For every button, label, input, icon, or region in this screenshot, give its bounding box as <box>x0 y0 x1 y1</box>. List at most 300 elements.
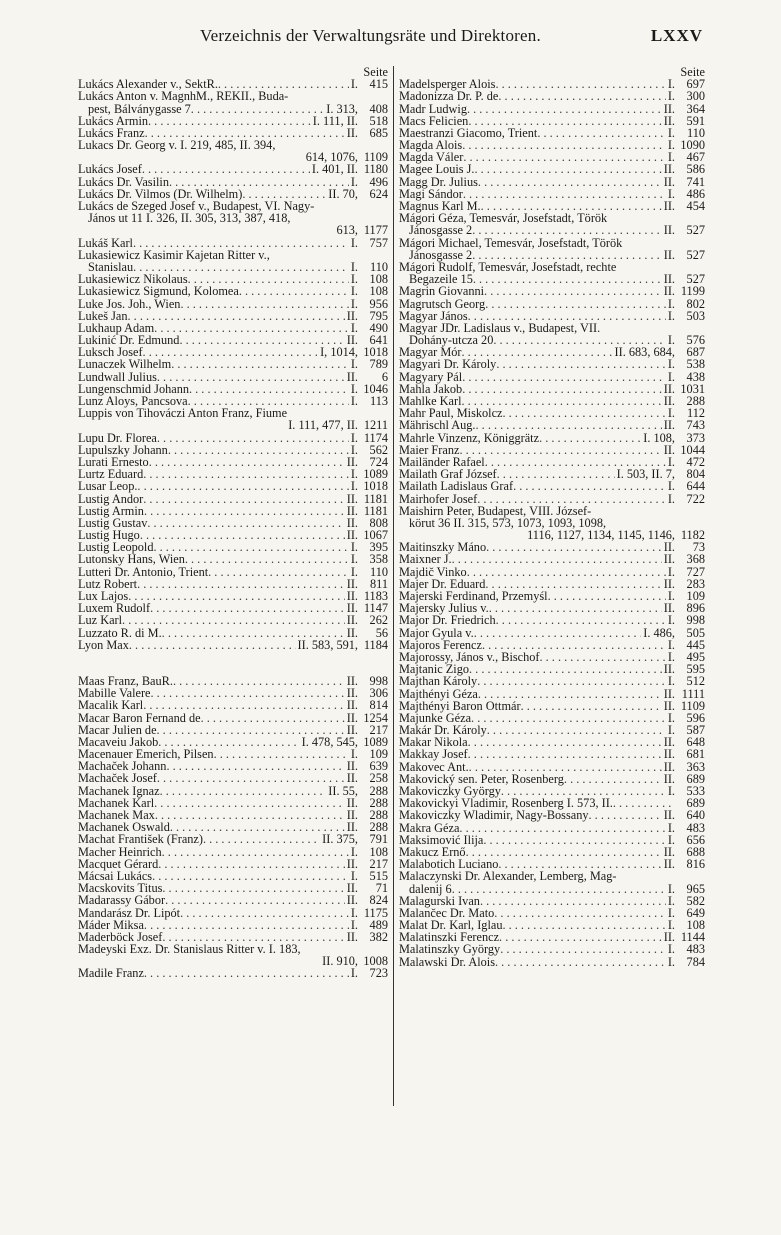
index-entry <box>399 237 705 261</box>
page-ref: 1183 <box>363 589 388 604</box>
page-ref: 363 <box>686 759 705 774</box>
entry-line <box>399 614 705 626</box>
entry-name: Macaveiu Jakob <box>78 734 159 749</box>
entry-name: Malančec Dr. Mato <box>399 905 495 920</box>
page-ref: 656 <box>686 832 705 847</box>
leader-dots <box>144 967 349 979</box>
page-ref: 1089 <box>363 467 388 482</box>
entry-name: Lustig Gustav <box>78 515 148 530</box>
volume-ref: I. <box>350 540 358 555</box>
volume-ref: I. <box>350 868 358 883</box>
volume-ref: 614, 1076, <box>305 150 358 165</box>
page-ref: 784 <box>686 954 705 969</box>
page-header <box>0 26 781 48</box>
seite-label: Seite <box>680 65 705 79</box>
volume-ref: I. <box>667 674 675 689</box>
volume-ref: I. <box>667 479 675 494</box>
leader-dots <box>171 358 349 370</box>
entry-name: Macar Baron Fernand de <box>78 710 201 725</box>
volume-ref: II. <box>663 174 675 189</box>
entry-cont-text: Jánosgasse 2 <box>409 247 473 262</box>
index-entry <box>78 639 388 651</box>
index-entry <box>78 602 388 614</box>
entry-name: Mágori Géza, Temesvár, Josefstadt, Török <box>399 211 608 226</box>
leader-dots <box>486 541 662 553</box>
entry-name: Magrin Giovanni <box>399 284 485 299</box>
page-ref: 527 <box>686 272 705 287</box>
index-entry <box>78 90 388 114</box>
entry-name: Macher Heinrich <box>78 844 162 859</box>
entry-name: Mährischl Aug. <box>399 418 476 433</box>
volume-ref: II. <box>346 759 358 774</box>
volume-ref: II. <box>346 333 358 348</box>
entry-name: Mailath Graf József <box>399 467 497 482</box>
page-ref: 1044 <box>680 442 705 457</box>
entry-name: Majunke Géza <box>399 710 472 725</box>
entry-name: Mabille Valere <box>78 686 151 701</box>
entry-name: Luksch Josef <box>78 345 143 360</box>
page-ref: 538 <box>686 357 705 372</box>
entry-name: Madonizza Dr. P. de <box>399 89 499 104</box>
leader-dots <box>173 675 345 687</box>
leader-dots <box>157 772 345 784</box>
leader-dots <box>166 760 344 772</box>
volume-ref: I. <box>667 820 675 835</box>
entry-line <box>78 493 388 505</box>
volume-ref: I. <box>667 649 675 664</box>
entry-line <box>78 907 388 919</box>
volume-ref: I. <box>667 406 675 421</box>
index-entry <box>78 968 388 980</box>
volume-ref: II. <box>346 454 358 469</box>
entry-line <box>399 675 705 687</box>
index-entry <box>399 261 705 285</box>
leader-dots <box>537 127 666 139</box>
volume-ref: II. <box>663 930 675 945</box>
entry-name: Máder Miksa <box>78 917 144 932</box>
entry-line <box>78 285 388 297</box>
leader-dots <box>484 285 662 297</box>
leader-dots <box>154 322 349 334</box>
leader-dots <box>143 493 344 505</box>
entry-name: Machanek Ignaz <box>78 783 160 798</box>
entry-name: Maderböck Josef <box>78 929 163 944</box>
leader-dots <box>128 590 345 602</box>
entry-continuation <box>399 883 705 895</box>
entry-line <box>78 298 388 310</box>
entry-name: Majoros Ferencz <box>399 637 482 652</box>
index-entry <box>78 298 388 310</box>
volume-ref: II. <box>346 856 358 871</box>
leader-dots <box>144 505 345 517</box>
index-entry <box>78 699 388 711</box>
volume-ref: II. <box>346 929 358 944</box>
leader-dots <box>129 639 296 651</box>
volume-ref: I. <box>350 320 358 335</box>
page-ref: 587 <box>686 723 705 738</box>
entry-name: Mahlke Karl <box>399 394 462 409</box>
leader-dots <box>462 139 666 151</box>
entry-name: Macenauer Emerich, Pilsen <box>78 747 214 762</box>
entry-name: Magee Louis J. <box>399 162 475 177</box>
volume-ref: I. <box>667 954 675 969</box>
volume-ref: II. <box>663 381 675 396</box>
page-ref: 688 <box>686 844 705 859</box>
volume-ref: I. <box>667 710 675 725</box>
entry-line <box>78 554 388 566</box>
entry-name: Major Gyula v. <box>399 625 474 640</box>
index-entry <box>399 554 705 566</box>
page-ref: 288 <box>369 795 388 810</box>
page-title: Verzeichnis der Verwaltungsräte und Direktoren. <box>200 26 541 45</box>
volume-ref: I. <box>667 186 675 201</box>
leader-dots <box>452 883 666 895</box>
page-ref: 896 <box>686 601 705 616</box>
entry-continuation: János ut 11 I. 326, II. 305, 313, 387, 418, <box>88 211 291 226</box>
entry-name: Lukasiewicz Kasimir Kajetan Ritter v., <box>78 247 270 262</box>
section-gap <box>78 651 388 675</box>
entry-cont-text: Jánosgasse 2 <box>409 223 473 238</box>
volume-ref: II. <box>663 601 675 616</box>
entry-line <box>399 432 705 444</box>
volume-ref: I. <box>350 747 358 762</box>
volume-ref: II. <box>663 844 675 859</box>
leader-dots <box>473 273 662 285</box>
entry-name: Magyar JDr. Ladislaus v., Budapest, VII. <box>399 320 601 335</box>
page-ref: 1031 <box>680 381 705 396</box>
leader-dots <box>499 931 662 943</box>
page-ref: 562 <box>369 442 388 457</box>
entry-name: Machanek Oswald <box>78 820 170 835</box>
volume-ref: II. <box>663 698 675 713</box>
index-entry <box>399 285 705 297</box>
page-ref: 262 <box>369 613 388 628</box>
page-ref: 533 <box>686 784 705 799</box>
entry-line <box>399 749 705 761</box>
entry-name: Madarassy Gábor <box>78 893 166 908</box>
entry-name: Lyon Max <box>78 637 129 652</box>
page-number: LXXV <box>650 26 703 45</box>
volume-ref: I. 401, II. <box>311 162 358 177</box>
page-ref: 624 <box>369 186 388 201</box>
page-ref: 108 <box>369 284 388 299</box>
leader-dots <box>165 894 345 906</box>
entry-continuation <box>78 419 388 431</box>
page-ref: 518 <box>369 113 388 128</box>
entry-continuation <box>78 103 388 115</box>
index-entry <box>399 822 705 834</box>
entry-name: Lunaczek Wilhelm <box>78 357 172 372</box>
entry-name: Makucz Ernő <box>399 844 466 859</box>
leader-dots <box>189 383 349 395</box>
entry-name: Lukeš Jan <box>78 308 128 323</box>
page-ref: 288 <box>369 820 388 835</box>
leader-dots <box>162 627 345 639</box>
leader-dots <box>203 833 320 845</box>
page-ref: 217 <box>369 722 388 737</box>
entry-name: Majthan Károly <box>399 674 478 689</box>
volume-ref: I. <box>350 442 358 457</box>
entry-name: Lutteri Dr. Antonio, Trient <box>78 564 209 579</box>
leader-dots <box>468 736 662 748</box>
entry-name: Magi Sándor <box>399 186 463 201</box>
entry-name: Lukács Anton v. MagnhM., REKII., Buda- <box>78 89 289 104</box>
volume-ref: I. <box>667 454 675 469</box>
entry-name: Madeyski Exz. Dr. Stanislaus Ritter v. I. 183, <box>78 942 301 957</box>
entry-cont-text: pest, Bálványgasse 7 <box>88 101 191 116</box>
entry-name: Machaček Johann <box>78 759 167 774</box>
leader-dots <box>539 432 641 444</box>
leader-dots <box>239 285 349 297</box>
entry-name: Maas Franz, BauR. <box>78 673 173 688</box>
entry-name: Majorossy, János v., Bischof <box>399 649 540 664</box>
entry-name: Mágori Rudolf, Temesvár, Josefstadt, rechte <box>399 260 617 274</box>
leader-dots <box>122 614 345 626</box>
index-entry <box>78 139 388 163</box>
volume-ref: II. 910, <box>322 954 358 969</box>
right-column <box>399 66 705 968</box>
page-ref: 505 <box>686 625 705 640</box>
entry-name: Maksimović Ilija <box>399 832 484 847</box>
leader-dots <box>521 700 662 712</box>
index-entry <box>399 505 705 542</box>
index-entry <box>399 944 705 956</box>
volume-ref: I. <box>667 77 675 92</box>
page-ref: 358 <box>369 552 388 567</box>
entry-name: Luz Karl <box>78 613 123 628</box>
volume-ref: I. <box>350 430 358 445</box>
entry-name: Malagurski Ivan <box>399 893 480 908</box>
volume-ref: II. <box>346 308 358 323</box>
page-ref: 648 <box>686 735 705 750</box>
volume-ref: II. <box>663 540 675 555</box>
page-ref: 741 <box>686 174 705 189</box>
entry-line <box>78 432 388 444</box>
leader-dots <box>151 687 345 699</box>
page-ref: 1090 <box>680 138 705 153</box>
index-entry <box>78 480 388 492</box>
volume-ref: I. <box>350 905 358 920</box>
volume-ref: I. <box>350 259 358 274</box>
entry-name: Madile Franz <box>78 966 144 981</box>
volume-ref: I. <box>667 723 675 738</box>
entry-name: Maishirn Peter, Budapest, VIII. József- <box>399 503 592 518</box>
leader-dots <box>208 566 349 578</box>
leader-dots <box>143 699 345 711</box>
entry-name: Luxem Rudolf <box>78 601 151 616</box>
page-ref: 1144 <box>680 930 705 945</box>
volume-ref: I. <box>350 552 358 567</box>
page-ref: 1175 <box>363 905 388 920</box>
entry-name: Magda Alois <box>399 138 463 153</box>
entry-name: Majdič Vinko <box>399 564 467 579</box>
leader-dots <box>478 176 662 188</box>
index-entry <box>78 943 388 967</box>
left-column <box>78 66 388 980</box>
entry-name: Lukács Dr. Vasilin <box>78 174 169 189</box>
leader-dots <box>485 298 666 310</box>
leader-dots <box>463 188 666 200</box>
entry-name: Lustig Leopold <box>78 540 154 555</box>
entry-name: Lurati Ernesto <box>78 454 149 469</box>
page-ref: 596 <box>686 710 705 725</box>
entry-line <box>78 712 388 724</box>
page-ref: 804 <box>686 467 705 482</box>
entry-name: Lukinić Dr. Edmund <box>78 333 180 348</box>
entry-name: Lungenschmid Johann <box>78 381 189 396</box>
page-ref: 723 <box>369 966 388 981</box>
volume-ref: II. <box>663 272 675 287</box>
page-ref: 483 <box>686 942 705 957</box>
page-ref: 644 <box>686 479 705 494</box>
page-ref: 591 <box>686 113 705 128</box>
leader-dots <box>500 943 666 955</box>
entry-name: Lutonsky Hans, Wien <box>78 552 185 567</box>
entry-name: Macquet Gérard <box>78 856 159 871</box>
volume-ref: II. <box>346 820 358 835</box>
leader-dots <box>474 627 642 639</box>
page-ref: 527 <box>686 223 705 238</box>
index-entry <box>78 907 388 919</box>
leader-dots <box>474 163 661 175</box>
leader-dots <box>548 590 666 602</box>
entry-name: Malawski Dr. Alois <box>399 954 495 969</box>
volume-ref: II. <box>346 893 358 908</box>
entry-name: Magyary Pál <box>399 369 463 384</box>
entry-name: Macskovits Titus <box>78 881 163 896</box>
volume-ref: I. <box>350 235 358 250</box>
leader-dots <box>180 298 348 310</box>
leader-dots <box>201 712 345 724</box>
entry-line <box>399 90 705 102</box>
page-ref: 108 <box>369 844 388 859</box>
index-entry <box>399 164 705 176</box>
volume-ref: I. <box>667 918 675 933</box>
page-ref: 73 <box>692 540 705 555</box>
entry-name: Maestranzi Giacomo, Trient <box>399 125 538 140</box>
entry-name: Machaček Josef <box>78 771 157 786</box>
index-entry <box>78 614 388 626</box>
page-ref: 382 <box>369 929 388 944</box>
entry-name: Lukács Armin <box>78 113 149 128</box>
volume-ref: I. <box>667 138 675 153</box>
index-entry <box>399 432 705 444</box>
page-ref: 685 <box>369 125 388 140</box>
entry-line <box>399 554 705 566</box>
page-ref: 438 <box>686 369 705 384</box>
volume-ref: I. <box>667 905 675 920</box>
entry-line <box>78 773 388 785</box>
index-entry <box>399 212 705 236</box>
entry-name: Lukacs Dr. Georg v. I. 219, 485, II. 394, <box>78 138 276 153</box>
index-entry <box>399 749 705 761</box>
leader-dots <box>140 529 345 541</box>
leader-dots <box>498 90 665 102</box>
volume-ref: I. <box>667 89 675 104</box>
page-ref: 108 <box>686 918 705 933</box>
page-ref: 288 <box>369 783 388 798</box>
page-ref: 495 <box>686 649 705 664</box>
entry-line <box>78 602 388 614</box>
volume-ref: I. <box>350 272 358 287</box>
volume-ref: I. <box>667 613 675 628</box>
page-ref: 1147 <box>363 601 388 616</box>
volume-ref: I. <box>667 784 675 799</box>
volume-ref: I. <box>350 467 358 482</box>
volume-ref: II. <box>663 808 675 823</box>
page-ref: 1184 <box>363 637 388 652</box>
leader-dots <box>469 663 662 675</box>
leader-dots <box>589 809 662 821</box>
index-entry <box>78 164 388 176</box>
entry-name: Lustig Hugo <box>78 528 140 543</box>
volume-ref: I. <box>667 564 675 579</box>
volume-ref: II. <box>346 673 358 688</box>
page-ref: 1181 <box>363 491 388 506</box>
entry-line <box>78 833 388 845</box>
entry-name: Mahr Paul, Miskolcz <box>399 406 503 421</box>
index-entry <box>399 322 705 346</box>
leader-dots <box>503 407 666 419</box>
volume-ref: I. <box>667 308 675 323</box>
index-entry <box>399 956 705 968</box>
entry-cont-text: dalenij 6 <box>409 881 452 896</box>
page-ref: 789 <box>369 357 388 372</box>
entry-name: Lukács de Szeged Josef v., Budapest, VI. Nagy- <box>78 199 315 214</box>
entry-name: Macs Felicien <box>399 113 469 128</box>
entry-name: Maitinszky Máno <box>399 540 487 555</box>
entry-line <box>399 298 705 310</box>
volume-ref: II. <box>663 662 675 677</box>
page-ref: 373 <box>686 430 705 445</box>
entry-line <box>78 359 388 371</box>
leader-dots <box>477 675 666 687</box>
page-ref: 1046 <box>363 381 388 396</box>
volume-ref: I. <box>350 77 358 92</box>
entry-name: Macalik Karl <box>78 698 144 713</box>
page-ref: 687 <box>686 345 705 360</box>
page-ref: 1174 <box>363 430 388 445</box>
page-ref: 1067 <box>363 528 388 543</box>
page-ref: 415 <box>369 77 388 92</box>
volume-ref: II. <box>346 698 358 713</box>
volume-ref: I. <box>350 966 358 981</box>
entry-line <box>399 419 705 431</box>
volume-ref: II. <box>346 528 358 543</box>
leader-dots <box>463 151 666 163</box>
leader-dots <box>462 383 662 395</box>
index-entry <box>399 480 705 492</box>
volume-ref: II. <box>346 686 358 701</box>
volume-ref: II. 55, <box>328 783 358 798</box>
entry-name: Lukács Josef <box>78 162 142 177</box>
entry-name: Majthényi Baron Ottmár <box>399 698 521 713</box>
entry-name: Makár Dr. Károly <box>399 723 487 738</box>
page-ref: 722 <box>686 491 705 506</box>
page-ref: 110 <box>687 125 705 140</box>
page-ref: 689 <box>686 771 705 786</box>
seite-label: Seite <box>363 65 388 79</box>
page-ref: 649 <box>686 905 705 920</box>
leader-dots <box>468 748 662 760</box>
entry-continuation <box>78 224 388 236</box>
page-ref: 1177 <box>363 223 388 238</box>
page-ref: 472 <box>686 454 705 469</box>
volume-ref: II. 375, <box>322 832 358 847</box>
page-ref: 306 <box>369 686 388 701</box>
entry-name: Majthényi Géza <box>399 686 478 701</box>
volume-ref: II. <box>346 613 358 628</box>
